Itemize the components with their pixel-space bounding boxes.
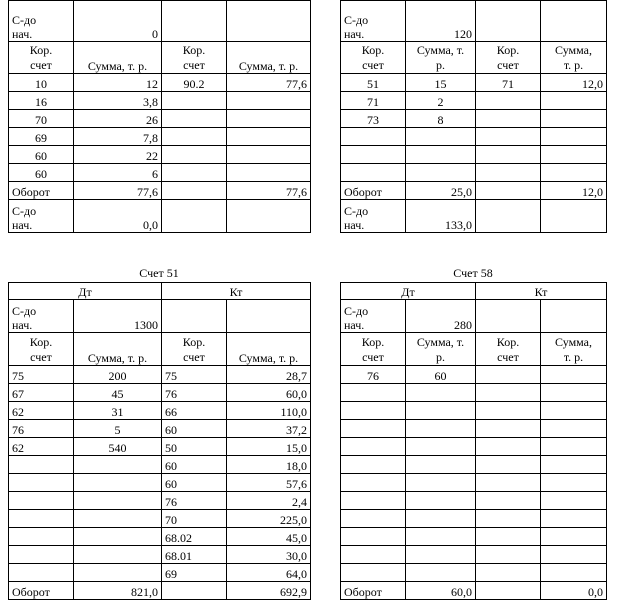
table-row	[341, 74, 607, 92]
turnover-credit: 12,0	[541, 182, 607, 200]
turnover-row	[341, 182, 607, 200]
credit-amount: 110,0	[227, 402, 311, 420]
column-header-row	[9, 42, 311, 74]
kt-header: Кт	[162, 283, 311, 300]
opening-balance-value: 1300	[74, 300, 162, 333]
debit-amount: 60	[406, 366, 476, 384]
summa-header: Сумма,	[555, 335, 592, 349]
schet-label: счет	[183, 350, 205, 364]
summa-header: Сумма, т. р.	[227, 333, 311, 366]
schet-label: счет	[30, 58, 52, 72]
table-row	[341, 546, 607, 564]
table-row	[9, 456, 311, 474]
table-row	[9, 402, 311, 420]
credit-amount: 37,2	[227, 420, 311, 438]
table-row	[9, 128, 311, 146]
opening-balance-row	[341, 300, 607, 333]
debit-account: 60	[9, 146, 74, 164]
summa-header: Сумма, т.	[416, 43, 465, 57]
saldo-label-2: нач.	[12, 318, 33, 332]
table-row	[9, 438, 311, 456]
credit-account: 76	[162, 492, 227, 510]
table-row	[341, 456, 607, 474]
debit-amount: 5	[74, 420, 162, 438]
saldo-label: С-до	[12, 204, 37, 218]
turnover-credit: 692,9	[227, 582, 311, 600]
account-table-51	[8, 282, 311, 600]
table-row	[341, 492, 607, 510]
schet-label: счет	[183, 58, 205, 72]
debit-amount: 6	[74, 164, 162, 182]
table-row	[341, 128, 607, 146]
saldo-label: С-до	[344, 13, 369, 27]
debit-account: 62	[9, 438, 74, 456]
table-row	[341, 146, 607, 164]
summa-header-2: т. р.	[563, 350, 584, 364]
credit-amount: 45,0	[227, 528, 311, 546]
debit-amount: 12	[74, 74, 162, 92]
debit-account: 60	[9, 164, 74, 182]
credit-account: 75	[162, 366, 227, 384]
account-title-58: Счет 58	[453, 266, 493, 280]
table-row	[341, 164, 607, 182]
debit-amount: 15	[406, 74, 476, 92]
schet-label: счет	[362, 58, 384, 72]
debit-account: 62	[9, 402, 74, 420]
credit-amount: 15,0	[227, 438, 311, 456]
table-row	[341, 420, 607, 438]
saldo-label: С-до	[12, 304, 37, 318]
kor-label: Кор.	[496, 335, 520, 349]
summa-header: Сумма, т. р.	[74, 333, 162, 366]
summa-header: Сумма, т.	[416, 335, 465, 349]
dt-header: Дт	[9, 283, 162, 300]
turnover-debit: 77,6	[74, 182, 162, 200]
debit-account: 67	[9, 384, 74, 402]
debit-account: 76	[341, 366, 406, 384]
credit-account: 71	[476, 74, 541, 92]
saldo-label-2: нач.	[344, 27, 365, 41]
opening-balance-row	[341, 1, 607, 42]
summa-header: Сумма, т. р.	[227, 42, 311, 74]
credit-amount: 64,0	[227, 564, 311, 582]
table-row	[9, 510, 311, 528]
turnover-row	[9, 582, 311, 600]
schet-label: счет	[497, 350, 519, 364]
table-row	[341, 92, 607, 110]
opening-balance-value: 120	[406, 1, 476, 42]
debit-account: 70	[9, 110, 74, 128]
credit-amount: 225,0	[227, 510, 311, 528]
table-row	[341, 438, 607, 456]
table-row	[341, 564, 607, 582]
table-row	[9, 384, 311, 402]
table-row	[9, 146, 311, 164]
debit-account: 10	[9, 74, 74, 92]
credit-amount: 77,6	[227, 74, 311, 92]
summa-header: Сумма,	[555, 43, 592, 57]
opening-balance-row	[9, 1, 311, 42]
closing-balance-value: 0,0	[74, 200, 162, 233]
kor-label: Кор.	[29, 335, 53, 349]
debit-amount: 26	[74, 110, 162, 128]
debit-amount: 8	[406, 110, 476, 128]
credit-amount: 2,4	[227, 492, 311, 510]
credit-account: 50	[162, 438, 227, 456]
saldo-label-2: нач.	[344, 318, 365, 332]
closing-balance-row	[9, 200, 311, 233]
table-row	[341, 474, 607, 492]
credit-amount: 60,0	[227, 384, 311, 402]
debit-amount: 7,8	[74, 128, 162, 146]
turnover-row	[341, 582, 607, 600]
saldo-label: С-до	[344, 304, 369, 318]
debit-account: 75	[9, 366, 74, 384]
column-header-row	[9, 333, 311, 366]
debit-amount: 3,8	[74, 92, 162, 110]
account-table-58	[340, 282, 607, 600]
table-row	[9, 74, 311, 92]
turnover-label: Оборот	[9, 582, 74, 600]
debit-amount: 31	[74, 402, 162, 420]
turnover-debit: 821,0	[74, 582, 162, 600]
account-table-2	[340, 0, 607, 233]
column-header-row	[341, 42, 607, 74]
saldo-label-2: нач.	[12, 27, 33, 41]
debit-amount: 2	[406, 92, 476, 110]
table-row	[341, 110, 607, 128]
turnover-label: Оборот	[341, 582, 406, 600]
debit-amount: 540	[74, 438, 162, 456]
table-row	[9, 366, 311, 384]
summa-header-2: т. р.	[563, 58, 584, 72]
credit-amount: 18,0	[227, 456, 311, 474]
credit-account: 90.2	[162, 74, 227, 92]
turnover-row	[9, 182, 311, 200]
kor-label: Кор.	[496, 43, 520, 57]
turnover-debit: 25,0	[406, 182, 476, 200]
saldo-label: С-до	[344, 204, 369, 218]
debit-account: 71	[341, 92, 406, 110]
credit-account: 60	[162, 420, 227, 438]
kt-header: Кт	[476, 283, 607, 300]
summa-header: Сумма, т. р.	[74, 42, 162, 74]
kor-label: Кор.	[361, 335, 385, 349]
kor-label: Кор.	[29, 43, 53, 57]
kor-label: Кор.	[361, 43, 385, 57]
turnover-label: Оборот	[9, 182, 74, 200]
schet-label: счет	[30, 350, 52, 364]
closing-balance-row	[341, 200, 607, 233]
table-row	[341, 402, 607, 420]
debit-amount: 200	[74, 366, 162, 384]
table-row	[9, 92, 311, 110]
table-row	[9, 474, 311, 492]
table-row	[9, 546, 311, 564]
turnover-credit: 77,6	[227, 182, 311, 200]
credit-account: 70	[162, 510, 227, 528]
credit-account: 69	[162, 564, 227, 582]
debit-account: 51	[341, 74, 406, 92]
credit-amount: 12,0	[541, 74, 607, 92]
summa-header-2: р.	[436, 58, 445, 72]
dt-kt-header-row	[9, 283, 311, 300]
credit-account: 68.01	[162, 546, 227, 564]
opening-balance-value: 0	[74, 1, 162, 42]
credit-account: 60	[162, 456, 227, 474]
opening-balance-value: 280	[406, 300, 476, 333]
dt-kt-header-row	[341, 283, 607, 300]
turnover-label: Оборот	[341, 182, 406, 200]
opening-balance-row	[9, 300, 311, 333]
table-row	[341, 528, 607, 546]
debit-amount: 22	[74, 146, 162, 164]
credit-amount: 30,0	[227, 546, 311, 564]
credit-amount: 28,7	[227, 366, 311, 384]
turnover-credit: 0,0	[541, 582, 607, 600]
turnover-debit: 60,0	[406, 582, 476, 600]
account-table-1	[8, 0, 311, 233]
saldo-label-2: нач.	[12, 218, 33, 232]
credit-account: 68.02	[162, 528, 227, 546]
saldo-label-2: нач.	[344, 218, 365, 232]
table-row	[9, 528, 311, 546]
closing-balance-value: 133,0	[406, 200, 476, 233]
table-row	[9, 164, 311, 182]
debit-account: 73	[341, 110, 406, 128]
table-row	[9, 420, 311, 438]
table-row	[9, 492, 311, 510]
dt-header: Дт	[341, 283, 476, 300]
summa-header-2: р.	[436, 350, 445, 364]
debit-account: 69	[9, 128, 74, 146]
column-header-row	[341, 333, 607, 366]
credit-account: 76	[162, 384, 227, 402]
table-row	[9, 564, 311, 582]
table-row	[341, 510, 607, 528]
credit-account: 66	[162, 402, 227, 420]
schet-label: счет	[497, 58, 519, 72]
kor-label: Кор.	[182, 43, 206, 57]
table-row	[341, 384, 607, 402]
table-row	[341, 366, 607, 384]
account-title-51: Счет 51	[139, 266, 179, 280]
credit-account: 60	[162, 474, 227, 492]
table-row	[9, 110, 311, 128]
credit-amount: 57,6	[227, 474, 311, 492]
debit-account: 16	[9, 92, 74, 110]
debit-account: 76	[9, 420, 74, 438]
schet-label: счет	[362, 350, 384, 364]
kor-label: Кор.	[182, 335, 206, 349]
saldo-label: С-до	[12, 13, 37, 27]
debit-amount: 45	[74, 384, 162, 402]
